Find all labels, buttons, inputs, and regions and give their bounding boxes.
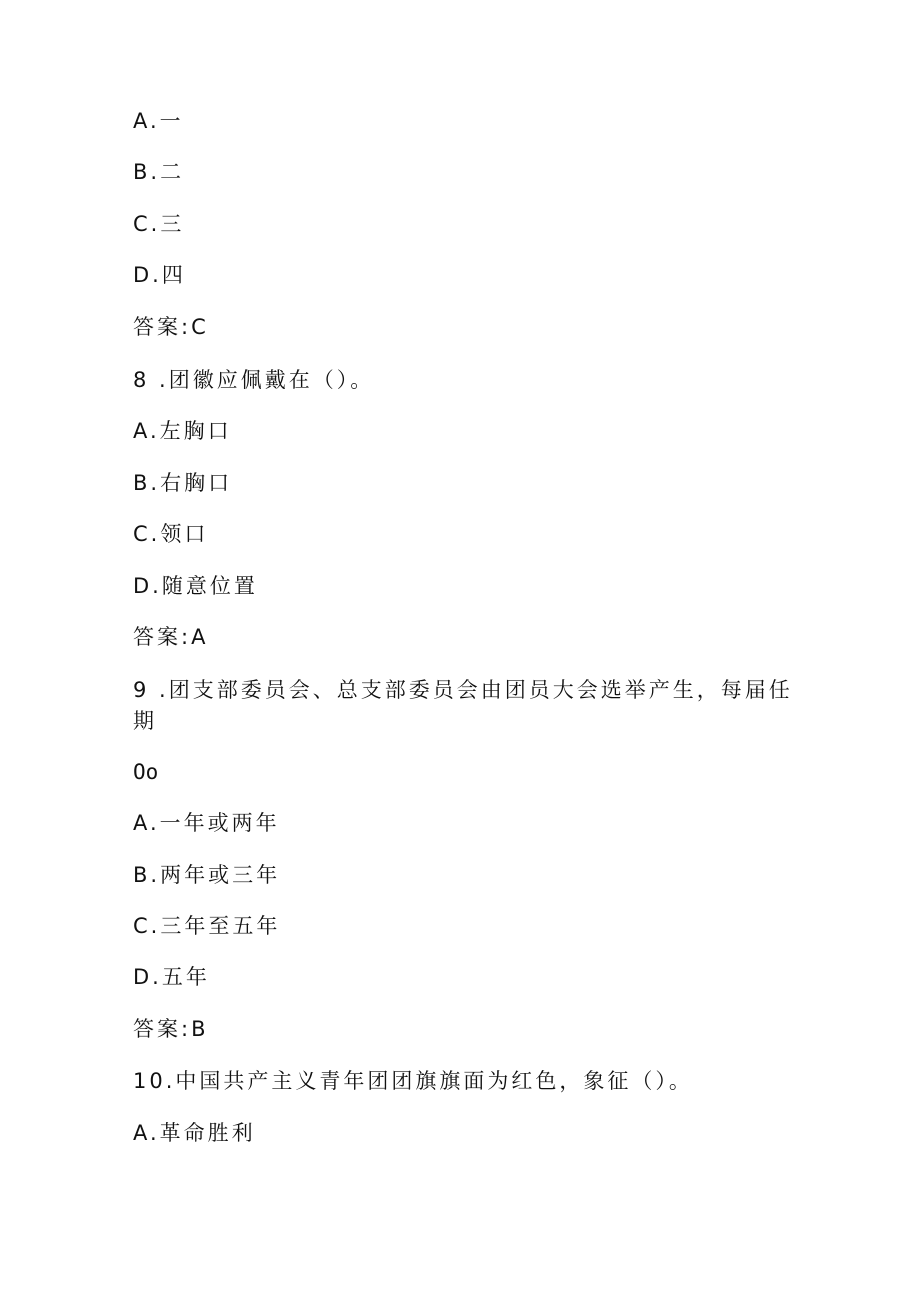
answer-q7: 答案:C [133,315,209,339]
question-9-continued: 期 [133,709,157,733]
question-9: 9 .团支部委员会、总支部委员会由团员大会选举产生，每届任 [133,678,793,702]
option-c-q8: C.领口 [133,522,209,546]
option-b-q8: B.右胸口 [133,471,233,495]
option-c-q7: C.三 [133,212,185,236]
answer-q8: 答案:A [133,625,209,649]
option-a-q8: A.左胸口 [133,419,232,443]
option-d-q9: D.五年 [133,965,210,989]
answer-q9: 答案:B [133,1017,209,1041]
option-a-q10: A.革命胜利 [133,1121,256,1145]
question-10: 10.中国共产主义青年团团旗旗面为红色，象征（）。 [133,1069,693,1093]
option-a-q9: A.一年或两年 [133,811,280,835]
option-b-q7: B.二 [133,160,185,184]
question-9-fragment: Oo [133,760,159,784]
option-d-q7: D.四 [133,263,186,287]
option-b-q9: B.两年或三年 [133,863,281,887]
option-a-q7: A.一 [133,109,184,133]
option-c-q9: C.三年至五年 [133,914,281,938]
option-d-q8: D.随意位置 [133,574,258,598]
question-8: 8 .团徽应佩戴在（）。 [133,368,375,392]
